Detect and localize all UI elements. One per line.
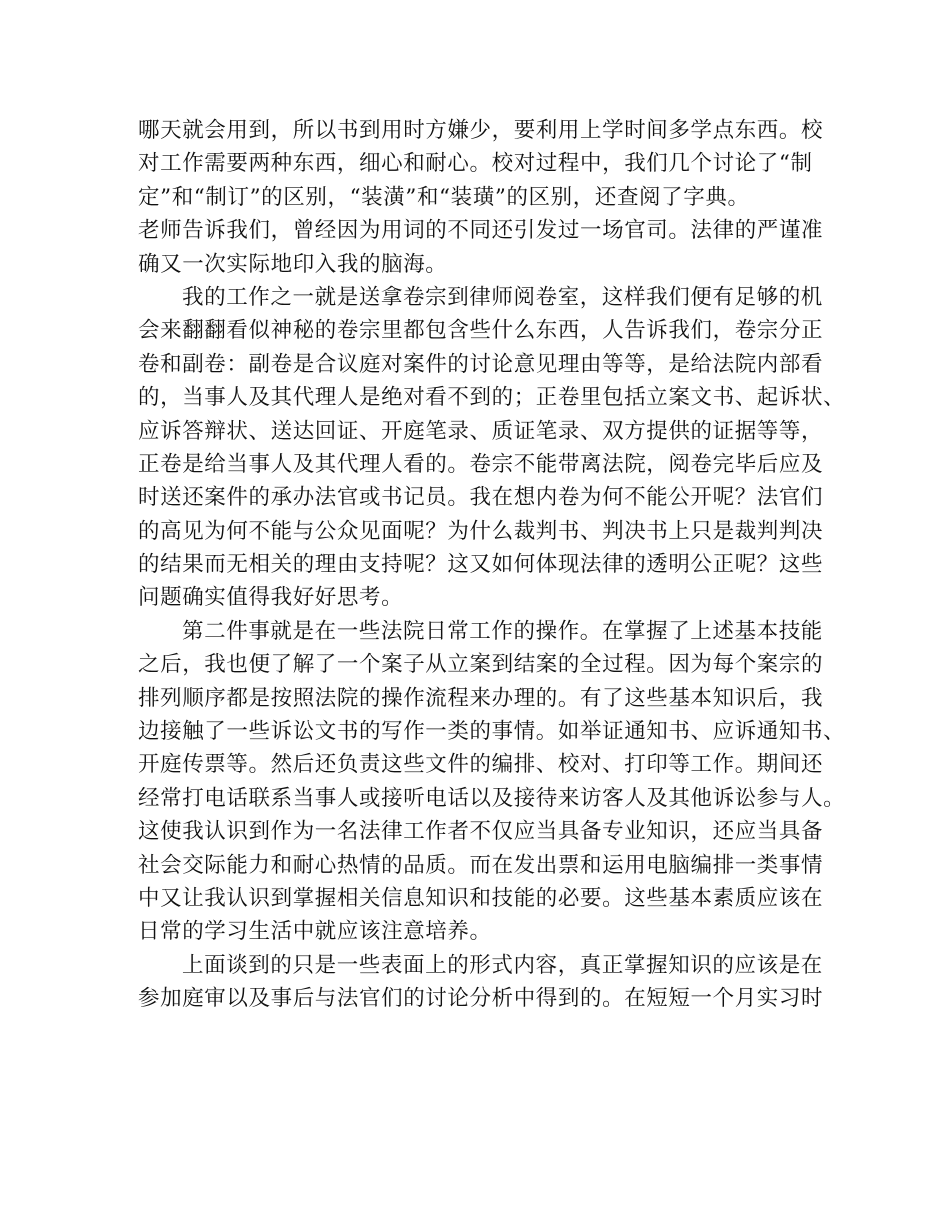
text-line: 排列顺序都是按照法院的操作流程来办理的。有了这些基本知识后，我 [138,685,824,711]
text-line: 经常打电话联系当事人或接听电话以及接待来访客人及其他诉讼参与人。 [138,785,846,811]
text-line: 对工作需要两种东西，细心和耐心。校对过程中，我们几个讨论了“制 [138,151,813,177]
text-line: 确又一次实际地印入我的脑海。 [138,251,448,277]
text-line: 开庭传票等。然后还负责这些文件的编排、校对、打印等工作。期间还 [138,752,824,778]
text-line: 定”和“制订”的区别，“装潢”和“装璜”的区别，还查阅了字典。 [138,184,750,210]
text-line: 时送还案件的承办法官或书记员。我在想内卷为何不能公开呢？法官们 [138,485,824,511]
body-text [138,114,846,1016]
paragraph-first-line: 第二件事就是在一些法院日常工作的操作。在掌握了上述基本技能 [182,618,823,644]
text-line: 社会交际能力和耐心热情的品质。而在发出票和运用电脑编排一类事情 [138,852,824,878]
text-line: 正卷是给当事人及其代理人看的。卷宗不能带离法院，阅卷完毕后应及 [138,451,824,477]
text-line: 哪天就会用到，所以书到用时方嫌少，要利用上学时间多学点东西。校 [138,118,824,143]
text-line: 边接触了一些诉讼文书的写作一类的事情。如举证通知书、应诉通知书、 [138,719,846,745]
text-line: 卷和副卷：副卷是合议庭对案件的讨论意见理由等等，是给法院内部看 [138,351,824,377]
paragraph-first-line: 上面谈到的只是一些表面上的形式内容，真正掌握知识的应该是在 [182,952,823,978]
text-line: 日常的学习生活中就应该注意培养。 [138,919,492,945]
text-line: 的结果而无相关的理由支持呢？这又如何体现法律的透明公正呢？这些 [138,552,824,578]
text-line: 参加庭审以及事后与法官们的讨论分析中得到的。在短短一个月实习时 [138,986,824,1012]
text-line: 之后，我也便了解了一个案子从立案到结案的全过程。因为每个案宗的 [138,652,824,678]
paragraph-first-line: 我的工作之一就是送拿卷宗到律师阅卷室，这样我们便有足够的机 [182,284,823,310]
text-line: 的，当事人及其代理人是绝对看不到的；正卷里包括立案文书、起诉状、 [138,385,846,411]
text-line: 这使我认识到作为一名法律工作者不仅应当具备专业知识，还应当具备 [138,819,824,845]
text-line: 中又让我认识到掌握相关信息知识和技能的必要。这些基本素质应该在 [138,885,824,911]
text-line: 老师告诉我们，曾经因为用词的不同还引发过一场官司。法律的严谨准 [138,218,824,244]
text-line: 的高见为何不能与公众见面呢？为什么裁判书、判决书上只是裁判判决 [138,518,824,544]
text-line: 应诉答辩状、送达回证、开庭笔录、质证笔录、双方提供的证据等等， [138,418,824,444]
text-line: 会来翻翻看似神秘的卷宗里都包含些什么东西，人告诉我们，卷宗分正 [138,318,824,344]
text-line: 问题确实值得我好好思考。 [138,585,404,611]
